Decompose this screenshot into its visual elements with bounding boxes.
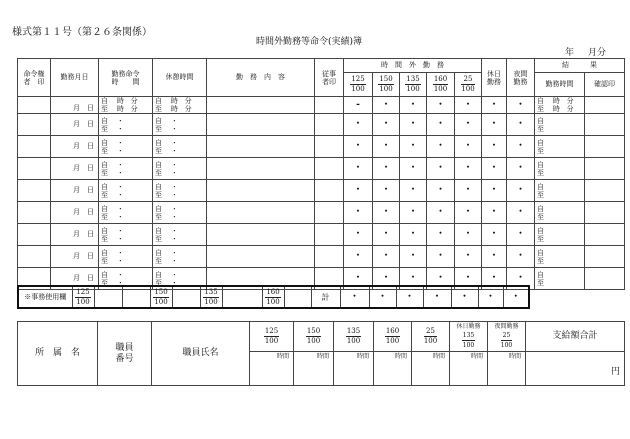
holiday-work[interactable]: ・ [482,224,507,246]
staff-number-header: 職員 番号 [98,322,152,386]
overtime-150[interactable]: ・ [373,246,400,268]
overtime-135[interactable]: ・ [400,180,427,202]
office-total-holiday: ・ [478,286,503,308]
hours-150[interactable]: 時間 [294,352,334,386]
ledger-row [18,136,625,158]
result-hours[interactable]: 自 至 [535,180,585,202]
overtime-135[interactable]: ・ [400,136,427,158]
worker-seal[interactable] [315,246,344,268]
worker-seal[interactable] [315,180,344,202]
office-value-150[interactable] [172,286,200,308]
approver-seal[interactable] [18,97,51,114]
worker-seal[interactable] [315,136,344,158]
night-work-header: 夜間 勤務 [507,59,535,97]
worker-seal-header: 従事 者印 [315,59,344,97]
order-time[interactable]: 自 ・ 至 ・ [99,180,153,202]
office-total-25: ・ [451,286,478,308]
night-work[interactable]: ・ [507,114,535,136]
overtime-160[interactable]: ・ [427,202,455,224]
office-value-135[interactable] [222,286,262,308]
result-hours[interactable]: 自 至 [535,268,585,290]
office-rate-160: $\frac{160}{100}$ [262,286,284,308]
rest-time[interactable]: 自 ・ 至 ・ [153,180,207,202]
rate-135-header: $\frac{135}{100}$ [400,73,427,97]
worker-seal[interactable] [315,224,344,246]
office-total-label: 計 [311,286,340,308]
overtime-135[interactable]: ・ [400,224,427,246]
work-date[interactable]: 月 日 [51,180,99,202]
holiday-work[interactable]: ・ [482,268,507,290]
office-value-125[interactable] [94,286,122,308]
rest-time-header: 休憩時間 [153,59,207,97]
hours-125[interactable]: 時間 [250,352,294,386]
worker-seal[interactable] [315,114,344,136]
confirm-seal[interactable] [585,136,625,158]
approver-seal[interactable] [18,246,51,268]
overtime-125[interactable]: ・ [344,136,373,158]
overtime-150[interactable]: ・ [373,224,400,246]
overtime-135[interactable]: ・ [400,268,427,290]
overtime-135[interactable]: ・ [400,114,427,136]
work-date[interactable]: 月 日 [51,158,99,180]
result-hours[interactable]: 自 至 [535,224,585,246]
worker-seal[interactable] [315,202,344,224]
night-work[interactable]: ・ [507,180,535,202]
office-rate-150: $\frac{150}{100}$ [150,286,172,308]
hours-135[interactable]: 時間 [334,352,374,386]
overtime-125[interactable]: ・ [344,202,373,224]
office-rate-125: $\frac{125}{100}$ [72,286,94,308]
order-time[interactable]: 自 ・ 至 ・ [99,224,153,246]
overtime-160[interactable]: ・ [427,97,455,114]
confirm-seal[interactable] [585,158,625,180]
hours-160[interactable]: 時間 [374,352,412,386]
worker-seal[interactable] [315,97,344,114]
overtime-150[interactable]: ・ [373,268,400,290]
overtime-25[interactable]: ・ [455,268,482,290]
night-work[interactable]: ・ [507,224,535,246]
approver-seal[interactable] [18,202,51,224]
overtime-135[interactable]: ・ [400,97,427,114]
confirm-seal[interactable] [585,224,625,246]
office-total-160: ・ [423,286,451,308]
holiday-work[interactable]: ・ [482,136,507,158]
overtime-160[interactable]: ・ [427,158,455,180]
summary-holiday-header: 休日勤務 $\frac{135}{100}$ [450,322,488,352]
rest-time[interactable]: 自 ・ 至 ・ [153,158,207,180]
approver-seal[interactable] [18,136,51,158]
summary-rate-150: $\frac{150}{100}$ [294,322,334,352]
rest-time[interactable]: 自 ・ 至 ・ [153,268,207,290]
approver-seal[interactable] [18,158,51,180]
overtime-135[interactable]: ・ [400,246,427,268]
overtime-25[interactable]: ・ [455,114,482,136]
rate-25-header: $\frac{25}{100}$ [455,73,482,97]
holiday-work[interactable]: ・ [482,246,507,268]
work-content[interactable] [207,180,315,202]
approver-seal[interactable] [18,180,51,202]
worker-seal[interactable] [315,158,344,180]
overtime-125[interactable]: ・ [344,268,373,290]
office-total-125: ・ [340,286,369,308]
rest-time[interactable]: 自 ・ 至 ・ [153,136,207,158]
confirm-seal[interactable] [585,202,625,224]
work-content[interactable] [207,97,315,114]
work-date[interactable]: 月 日 [51,136,99,158]
ledger-row [18,158,625,180]
ledger-row [18,180,625,202]
confirm-seal[interactable] [585,246,625,268]
approver-seal[interactable] [18,224,51,246]
order-time[interactable]: 自 時 分 至 時 分 [99,97,153,114]
result-hours-header: 勤務時間 [535,73,585,97]
order-time[interactable]: 自 ・ 至 ・ [99,136,153,158]
summary-night-header: 夜間勤務 $\frac{25}{100}$ [488,322,526,352]
result-hours[interactable]: 自 至 [535,136,585,158]
office-use-label: ※事務使用欄 [18,286,72,308]
rest-time[interactable]: 自 時 分 至 時 分 [153,97,207,114]
overtime-125[interactable]: ・ [344,158,373,180]
rate-150-header: $\frac{150}{100}$ [373,73,400,97]
night-work[interactable]: ・ [507,246,535,268]
work-date[interactable]: 月 日 [51,97,99,114]
rest-time[interactable]: 自 ・ 至 ・ [153,114,207,136]
work-content[interactable] [207,224,315,246]
rest-time[interactable]: 自 ・ 至 ・ [153,202,207,224]
order-time[interactable]: 自 ・ 至 ・ [99,202,153,224]
overtime-125[interactable]: ・ [344,114,373,136]
holiday-work[interactable]: ・ [482,114,507,136]
overtime-25[interactable]: ・ [455,246,482,268]
department-header: 所 属 名 [18,322,98,386]
summary-rate-25: $\frac{25}{100}$ [412,322,450,352]
work-content[interactable] [207,136,315,158]
overtime-160[interactable]: ・ [427,180,455,202]
office-value-160[interactable] [284,286,311,308]
holiday-work[interactable]: ・ [482,202,507,224]
confirm-seal[interactable] [585,114,625,136]
overtime-125[interactable]: - [344,97,373,114]
overtime-150[interactable]: ・ [373,202,400,224]
order-time[interactable]: 自 ・ 至 ・ [99,158,153,180]
work-date[interactable]: 月 日 [51,114,99,136]
result-hours[interactable]: 自 至 [535,114,585,136]
hours-25[interactable]: 時間 [412,352,450,386]
work-content[interactable] [207,114,315,136]
overtime-25[interactable]: ・ [455,158,482,180]
overtime-25[interactable]: ・ [455,97,482,114]
overtime-125[interactable]: ・ [344,224,373,246]
holiday-work-header: 休日 勤務 [482,59,507,97]
work-date[interactable]: 月 日 [51,268,99,290]
holiday-work[interactable]: ・ [482,97,507,114]
overtime-150[interactable]: ・ [373,136,400,158]
overtime-150[interactable]: ・ [373,97,400,114]
hours-night[interactable]: 時間 [488,352,526,386]
ledger-row [18,224,625,246]
summary-rate-125: $\frac{125}{100}$ [250,322,294,352]
staff-name-header: 職員氏名 [152,322,250,386]
holiday-work[interactable]: ・ [482,180,507,202]
night-work[interactable]: ・ [507,97,535,114]
night-work[interactable]: ・ [507,158,535,180]
order-time-header: 勤務命令 時 間 [99,59,153,97]
overtime-135[interactable]: ・ [400,202,427,224]
result-hours[interactable]: 自 時 分 至 時 分 [535,97,585,114]
work-content[interactable] [207,158,315,180]
result-seal-header: 確認印 [585,73,625,97]
night-work[interactable]: ・ [507,136,535,158]
office-spacer [122,286,150,308]
overtime-160[interactable]: ・ [427,136,455,158]
overtime-group-header: 時 間 外 勤 務 [344,59,482,73]
rest-time[interactable]: 自 ・ 至 ・ [153,224,207,246]
office-total-135: ・ [396,286,423,308]
ledger-row [18,246,625,268]
ledger-row [18,114,625,136]
date-header: 勤務月日 [51,59,99,97]
year-label: 年 [565,48,575,58]
hours-holiday[interactable]: 時間 [450,352,488,386]
work-date[interactable]: 月 日 [51,202,99,224]
overtime-25[interactable]: ・ [455,224,482,246]
night-work[interactable]: ・ [507,268,535,290]
overtime-160[interactable]: ・ [427,224,455,246]
approver-seal[interactable] [18,114,51,136]
summary-rate-160: $\frac{160}{100}$ [374,322,412,352]
work-content-header: 勤 務 内 容 [207,59,315,97]
overtime-125[interactable]: ・ [344,246,373,268]
rate-160-header: $\frac{160}{100}$ [427,73,455,97]
overtime-25[interactable]: ・ [455,180,482,202]
ledger-row [18,97,625,114]
overtime-150[interactable]: ・ [373,114,400,136]
rate-125-header: $\frac{125}{100}$ [344,73,373,97]
overtime-150[interactable]: ・ [373,158,400,180]
rest-time[interactable]: 自 ・ 至 ・ [153,246,207,268]
order-time[interactable]: 自 ・ 至 ・ [99,114,153,136]
order-time[interactable]: 自 ・ 至 ・ [99,268,153,290]
night-work[interactable]: ・ [507,202,535,224]
result-hours[interactable]: 自 至 [535,158,585,180]
overtime-160[interactable]: ・ [427,246,455,268]
order-time[interactable]: 自 ・ 至 ・ [99,246,153,268]
overtime-160[interactable]: ・ [427,114,455,136]
overtime-135[interactable]: ・ [400,158,427,180]
overtime-160[interactable]: ・ [427,268,455,290]
form-number: 様式第１１号（第２６条関係） [12,27,152,38]
confirm-seal[interactable] [585,97,625,114]
overtime-125[interactable]: ・ [344,180,373,202]
office-use-table [17,285,530,309]
confirm-seal[interactable] [585,268,625,290]
approver-seal-header: 命令権 者 印 [18,59,51,97]
office-rate-135: $\frac{135}{100}$ [200,286,222,308]
result-hours[interactable]: 自 至 [535,202,585,224]
work-content[interactable] [207,202,315,224]
work-date[interactable]: 月 日 [51,224,99,246]
holiday-work[interactable]: ・ [482,158,507,180]
result-group-header: 結 果 [535,59,625,73]
pay-total-header: 支給額合計 [526,322,625,352]
confirm-seal[interactable] [585,180,625,202]
office-total-150: ・ [369,286,396,308]
work-content[interactable] [207,246,315,268]
office-total-night: ・ [503,286,529,308]
overtime-ledger-table [17,58,625,290]
overtime-25[interactable]: ・ [455,136,482,158]
month-label: 月分 [588,48,607,58]
summary-rate-135: $\frac{135}{100}$ [334,322,374,352]
pay-total-yen[interactable]: 円 [526,352,625,386]
work-date[interactable]: 月 日 [51,246,99,268]
summary-table [17,321,625,386]
page-title: 時間外勤務等命令(実績)簿 [256,37,363,47]
overtime-150[interactable]: ・ [373,180,400,202]
ledger-row [18,202,625,224]
result-hours[interactable]: 自 至 [535,246,585,268]
overtime-25[interactable]: ・ [455,202,482,224]
